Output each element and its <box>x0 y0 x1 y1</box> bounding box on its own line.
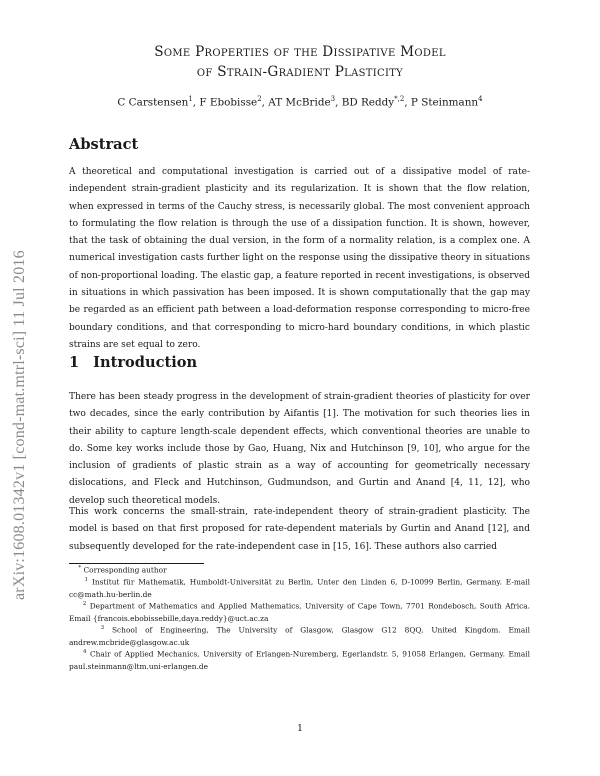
footnote-text: Department of Mathematics and Applied Mathematics, University of Cape Town, 7701 Rondebosch, South Africa. Email {francois.ebobissebille,daya.reddy}@uct.ac.za <box>69 601 530 624</box>
paper-title-line-1: Some Properties of the Dissipative Model <box>154 44 446 60</box>
author-affiliation-mark: 2 <box>257 95 262 103</box>
footnote-text: Corresponding author <box>83 565 167 575</box>
body-paragraph: There has been steady progress in the development of strain-gradient theories of plasticity for over two decades, since the early contribution by Aifantis [1]. The motivation for such theories lies in their ability to capture length-scale dependent effects, which conventional theories are unable to do. Some key works include those by Gao, Huang, Nix and Hutchinson [9, 10], who argue for the inclusion of gradients of plastic strain as a way of accounting for geometrically necessary dislocations, and Fleck and Hutchinson, Gudmundson, and Gurtin and Anand [4, 11, 12], who develop such theoretical models. <box>69 392 530 506</box>
author-affiliation-mark: 1 <box>188 95 193 103</box>
abstract-text: A theoretical and computational investigation is carried out of a dissipative model of rate-independent strain-gradient plasticity and its regularization. It is shown that the flow relation, when expressed in terms of the Cauchy stress, is necessarily global. The most convenient approach to formulating the flow relation is through the use of a dissipation function. It is shown, however, that the task of obtaining the dual version, in the form of a normality relation, is a complex one. A numerical investigation casts further light on the response using the dissipative theory in situations of non-proportional loading. The elastic gap, a feature reported in recent investigations, is observed in situations in which passivation has been imposed. It is shown computationally that the gap may be regarded as an efficient path between a load-deformation response corresponding to micro-free boundary conditions, and that corresponding to micro-hard boundary conditions, in which plastic strains are set equal to zero. <box>69 167 530 350</box>
footnote-mark: 2 <box>82 601 87 607</box>
section-heading-introduction <box>69 354 197 371</box>
footnote <box>69 646 530 674</box>
footnote-mark: 3 <box>100 625 105 631</box>
footnote-text: Institut für Mathematik, Humboldt-Universität zu Berlin, Unter den Linden 6, D-10099 Berlin, Germany. E-mail cc@math.hu-berlin.de <box>69 577 530 600</box>
author-affiliation-mark: *,2 <box>394 95 405 103</box>
page-number: 1 <box>296 723 304 734</box>
author-list: C Carstensen$^1$, F Ebobisse$^2$, AT McBride$^3$, BD Reddy$^{*,2}$, P Steinmann$^4$ <box>117 95 483 109</box>
section-title: Introduction <box>93 354 198 371</box>
author-name: P Steinmann <box>410 96 479 109</box>
author-affiliation-mark: 3 <box>330 95 336 103</box>
footnote-text: School of Engineering, The University of Glasgow, Glasgow G12 8QQ, United Kingdom. Email andrew.mcbride@glasgow.ac.uk <box>69 625 530 648</box>
footnote-mark: 1 <box>84 577 89 583</box>
paper-title-line-2: of Strain-Gradient Plasticity <box>196 64 404 80</box>
body-paragraph: This work concerns the small-strain, rate-independent theory of strain-gradient plasticity. The model is based on that first proposed for rate-dependent materials by Gurtin and Anand [12], and subsequently developed for the rate-independent case in [15, 16]. These authors also carried <box>69 507 530 552</box>
abstract-heading: Abstract <box>69 136 139 153</box>
author-name: BD Reddy <box>341 96 395 109</box>
footnote-text: Chair of Applied Mechanics, University of Erlangen-Nuremberg, Egerlandstr. 5, 91058 Erlangen, Germany. Email paul.steinmann@ltm.uni-erlangen.de <box>69 649 530 672</box>
footnote-mark: 4 <box>82 649 87 655</box>
author-name: AT McBride <box>268 96 331 109</box>
author-name: C Carstensen <box>117 96 189 109</box>
author-affiliation-mark: 4 <box>478 95 483 103</box>
footnote-mark: * <box>78 565 82 571</box>
section-number: 1 <box>69 354 80 371</box>
arxiv-identifier-stamp: arXiv:1608.01342v1 [cond-mat.mtrl-sci] 11 Jul 2016 <box>11 250 28 600</box>
author-name: F Ebobisse <box>199 96 258 109</box>
